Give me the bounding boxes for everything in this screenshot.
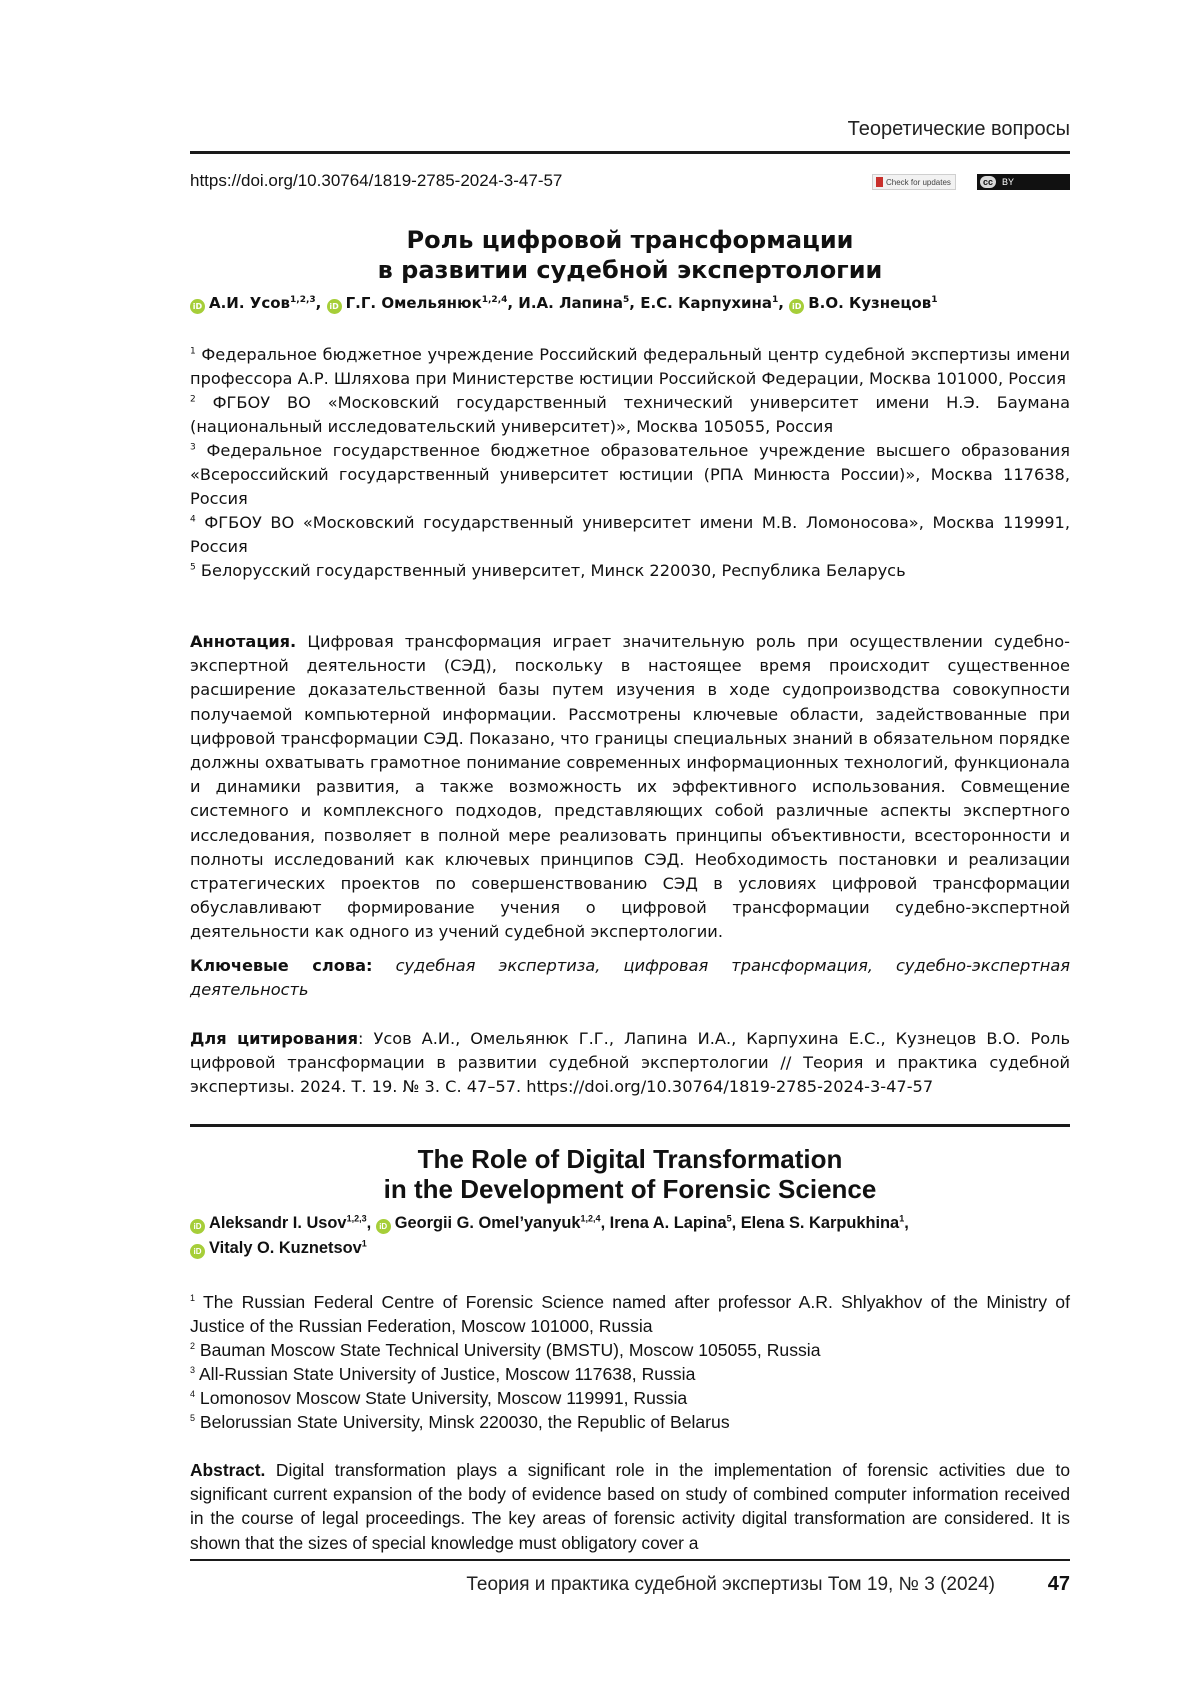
check-badge-label: Check for updates (886, 177, 951, 187)
en-author-name: Aleksandr I. Usov (209, 1214, 347, 1232)
ru-author-sup: 1,2,4 (481, 295, 508, 305)
ru-abstract (190, 630, 1070, 945)
ru-keywords (190, 954, 1070, 1002)
ru-affiliation: $^2$ ФГБОУ ВО «Московский государственный технический университет имени Н.Э. Баумана (национальный исследовательский университет)», Москва 105055, Россия (190, 393, 1070, 436)
page-number: 47 (1047, 1573, 1070, 1595)
en-author-name: Georgii G. Omel’yanyuk (394, 1214, 581, 1232)
en-authors: iD Aleksandr I. Usov$^{1,2,3}$, iD Georgii G. Omel’yanyuk$^{1,2,4}$, Irena A. Lapina$^5$, Elena S. Karpukhina$^1$, iD Vitaly O. Kuznetsov$^1$ (190, 1211, 1070, 1261)
ru-citation-label: Для цитирования (190, 1029, 359, 1048)
ru-author-name: Г.Г. Омельянюк (345, 294, 482, 312)
ru-affiliation: $^4$ ФГБОУ ВО «Московский государственный университет имени М.В. Ломоносова», Москва 119991, Россия (190, 513, 1070, 556)
ru-author-name: В.О. Кузнецов (808, 294, 932, 312)
ru-author-name: И.А. Лапина (518, 294, 624, 312)
footer-journal: Теория и практика судебной экспертизы Том 19, № 3 (2024) (466, 1574, 995, 1595)
orcid-icon[interactable]: iD (789, 299, 804, 314)
ru-affiliations (190, 343, 1070, 583)
ru-keywords-label: Ключевые слова: (190, 956, 373, 975)
en-abstract-label: Abstract. (190, 1460, 266, 1480)
en-affiliation: $^2$ Bauman Moscow State Technical University (BMSTU), Moscow 105055, Russia (190, 1340, 821, 1360)
en-affiliations (190, 1290, 1070, 1434)
doi-link[interactable]: https://doi.org/10.30764/1819-2785-2024-3-47-57 (190, 171, 563, 190)
orcid-icon[interactable]: iD (327, 299, 342, 314)
en-title-line2: in the Development of Forensic Science (383, 1174, 877, 1204)
header-rule (190, 151, 1070, 154)
orcid-icon[interactable]: iD (376, 1219, 391, 1234)
bookmark-icon (876, 177, 883, 187)
ru-keywords-text: судебная экспертиза, цифровая трансформация, судебно-экспертная деятельность (190, 956, 1070, 1000)
en-author-sup: 1,2,4 (580, 1213, 601, 1224)
en-affiliation: $^5$ Belorussian State University, Minsk 220030, the Republic of Belarus (190, 1412, 730, 1432)
license-by-label: BY (1002, 177, 1015, 187)
section-divider (190, 1124, 1070, 1127)
en-author-sup: 5 (726, 1213, 732, 1224)
en-affiliation: $^1$ The Russian Federal Centre of Forensic Science named after professor A.R. Shlyakhov of the Ministry of Justice of the Russian Federation, Moscow 101000, Russia (190, 1292, 1070, 1336)
ru-title-line1: Роль цифровой трансформации (406, 226, 854, 254)
cc-license-badge[interactable] (977, 174, 1070, 190)
ru-author-sup: 1 (931, 295, 938, 305)
ru-title-line2: в развитии судебной экспертологии (377, 256, 883, 284)
ru-affiliation: $^3$ Федеральное государственное бюджетное образовательное учреждение высшего образования «Всероссийский государственный университет юстиции (РПА Минюста России)», Москва 117638, Россия (190, 441, 1070, 508)
en-author-sup: 1,2,3 (346, 1213, 367, 1224)
orcid-icon[interactable]: iD (190, 1244, 205, 1259)
en-affiliation: $^3$ All-Russian State University of Justice, Moscow 117638, Russia (190, 1364, 696, 1384)
ru-abstract-label: Аннотация. (190, 632, 297, 651)
orcid-icon[interactable]: iD (190, 299, 205, 314)
en-author-sup: 1 (899, 1213, 905, 1224)
ru-author-name: А.И. Усов (209, 294, 291, 312)
ru-affiliation: $^5$ Белорусский государственный университет, Минск 220030, Республика Беларусь (190, 561, 906, 580)
check-for-updates-badge[interactable] (872, 174, 956, 190)
ru-authors: iD А.И. Усов$^{1,2,3}$, iD Г.Г. Омельянюк$^{1,2,4}$, И.А. Лапина$^5$, Е.С. Карпухина$^1$, iD В.О. Кузнецов$^1$ (190, 292, 938, 314)
en-abstract-text: Digital transformation plays a significant role in the implementation of forensic activities due to significant current expansion of the body of evidence based on study of combined computer information received in the course of legal proceedings. The key areas of forensic activity digital transformation are considered. It is shown that the sizes of special knowledge must obligatory cover a (190, 1460, 1070, 1553)
ru-author-sup: 1 (772, 295, 779, 305)
ru-author-sup: 1,2,3 (290, 295, 316, 305)
en-title-line1: The Role of Digital Transformation (417, 1144, 843, 1174)
orcid-icon[interactable]: iD (190, 1219, 205, 1234)
ru-author-sup: 5 (623, 295, 630, 305)
footer-rule (190, 1559, 1070, 1561)
en-affiliation: $^4$ Lomonosov Moscow State University, Moscow 119991, Russia (190, 1388, 688, 1408)
ru-abstract-text: Цифровая трансформация играет значительную роль при осуществлении судебно-экспертной деятельности (СЭД), поскольку в настоящее время происходит существенное расширение доказательственной базы путем изучения в ходе судопроизводства совокупности получаемой компьютерной информации. Рассмотрены ключевые области, задействованные при цифровой трансформации СЭД. Показано, что границы специальных знаний в обязательном порядке должны охватывать грамотное понимание современных информационных технологий, функционала и динамики развития, а также возможность их эффективного использования. Совмещение системного и комплексного подходов, представляющих собой различные аспекты экспертного исследования, позволяет в полной мере реализовать принципы объективности, всесторонности и полноты исследований как ключевых принципов СЭД. Необходимость постановки и реализации стратегических проектов по совершенствованию СЭД в условиях цифровой трансформации обуславливают формирование учения о цифровой трансформации судебно-экспертной деятельности как одного из учений судебной экспертологии. (190, 632, 1070, 942)
en-author-name: Irena A. Lapina (609, 1214, 727, 1232)
en-abstract (190, 1458, 1070, 1555)
en-title (190, 1144, 1070, 1204)
ru-citation-text: : Усов А.И., Омельянюк Г.Г., Лапина И.А., Карпухина Е.С., Кузнецов В.О. Роль цифровой трансформации в развитии судебной экспертологии // Теория и практика судебной экспертизы. 2024. Т. 19. № 3. С. 47–57. https://doi.org/10.30764/1819-2785-2024-3-47-57 (190, 1029, 1070, 1097)
en-author-sup: 1 (361, 1238, 367, 1249)
cc-icon: cc (980, 176, 996, 188)
section-heading: Теоретические вопросы (847, 118, 1070, 140)
ru-citation (190, 1027, 1070, 1100)
ru-author-name: Е.С. Карпухина (640, 294, 773, 312)
ru-title (190, 225, 1070, 285)
en-author-name: Vitaly O. Kuznetsov (209, 1239, 362, 1257)
en-author-name: Elena S. Karpukhina (740, 1214, 900, 1232)
ru-affiliation: $^1$ Федеральное бюджетное учреждение Российский федеральный центр судебной экспертизы имени профессора А.Р. Шляхова при Министерстве юстиции Российской Федерации, Москва 101000, Россия (190, 345, 1070, 388)
